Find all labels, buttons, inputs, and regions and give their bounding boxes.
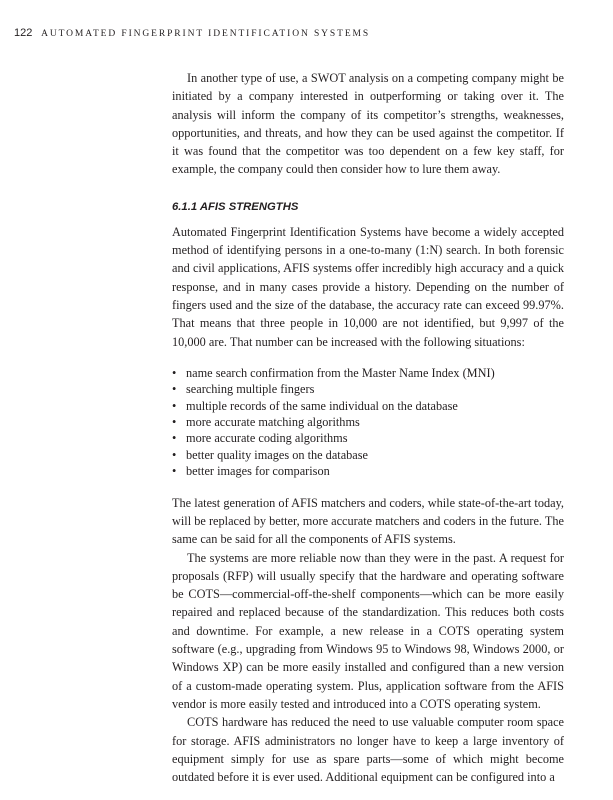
intro-paragraph: In another type of use, a SWOT analysis on a competing company might be initiated by a company interested in outperforming or taking over it. The analysis will inform the company of its competitor’s strengths, weaknesses, opportunities, and threats, and how they can be used against the competitor. If it was found that the competitor was too dependent on a few key staff, for example, the company could then consider how to lure them away. <box>172 71 564 177</box>
page-body <box>172 69 564 786</box>
list-item: • name search confirmation from the Master Name Index (MNI) <box>172 365 564 381</box>
list-item: • more accurate matching algorithms <box>172 414 564 430</box>
page-number: 122 <box>14 27 33 39</box>
matchers-paragraph: The latest generation of AFIS matchers and coders, while state-of-the-art today, will be replaced by better, more accurate matchers and coders in the future. The same can be said for all the components of AFIS systems. <box>172 495 564 547</box>
list-item: • multiple records of the same individual on the database <box>172 398 564 414</box>
strengths-paragraph: Automated Fingerprint Identification Systems have become a widely accepted method of identifying persons in a one-to-many (1:N) search. In both forensic and civil applications, AFIS systems offer incredibly high accuracy and a quick response, and in many cases provide a history. Depending on the number of fingers used and the size of the database, the accuracy rate can exceed 99.97%. That means that three people in 10,000 are not identified, but 9,997 of the 10,000 are. That number can be increased with the following situations: <box>172 224 564 349</box>
bullet-list <box>172 365 564 480</box>
cots-hardware-paragraph: COTS hardware has reduced the need to use valuable computer room space for storage. AFIS administrators no longer have to keep a large inventory of equipment simply for use as spare parts—some of which might become outdated before it is ever used. Additional equipment can be configured into a <box>172 715 564 785</box>
list-item: • better quality images on the database <box>172 447 564 463</box>
running-head <box>14 26 370 41</box>
reliability-paragraph: The systems are more reliable now than they were in the past. A request for proposals (RFP) will usually specify that the hardware and operating software be COTS—commercial-off-the-shelf components—which can be more easily repaired and replaced because of the standardization. This reduces both costs and downtime. For example, a new release in a COTS operating system software (e.g., upgrading from Windows 95 to Windows 98, Windows 2000, or Windows XP) can be more easily installed and configured than a new version of a custom-made operating system. Plus, application software from the AFIS vendor is more easily tested and introduced into a COTS operating system. <box>172 550 564 711</box>
list-item: • better images for comparison <box>172 463 564 479</box>
list-item: • more accurate coding algorithms <box>172 430 564 446</box>
section-heading: 6.1.1 AFIS STRENGTHS <box>172 200 299 213</box>
book-title: AUTOMATED FINGERPRINT IDENTIFICATION SYSTEMS <box>41 29 371 39</box>
list-item: • searching multiple fingers <box>172 381 564 397</box>
